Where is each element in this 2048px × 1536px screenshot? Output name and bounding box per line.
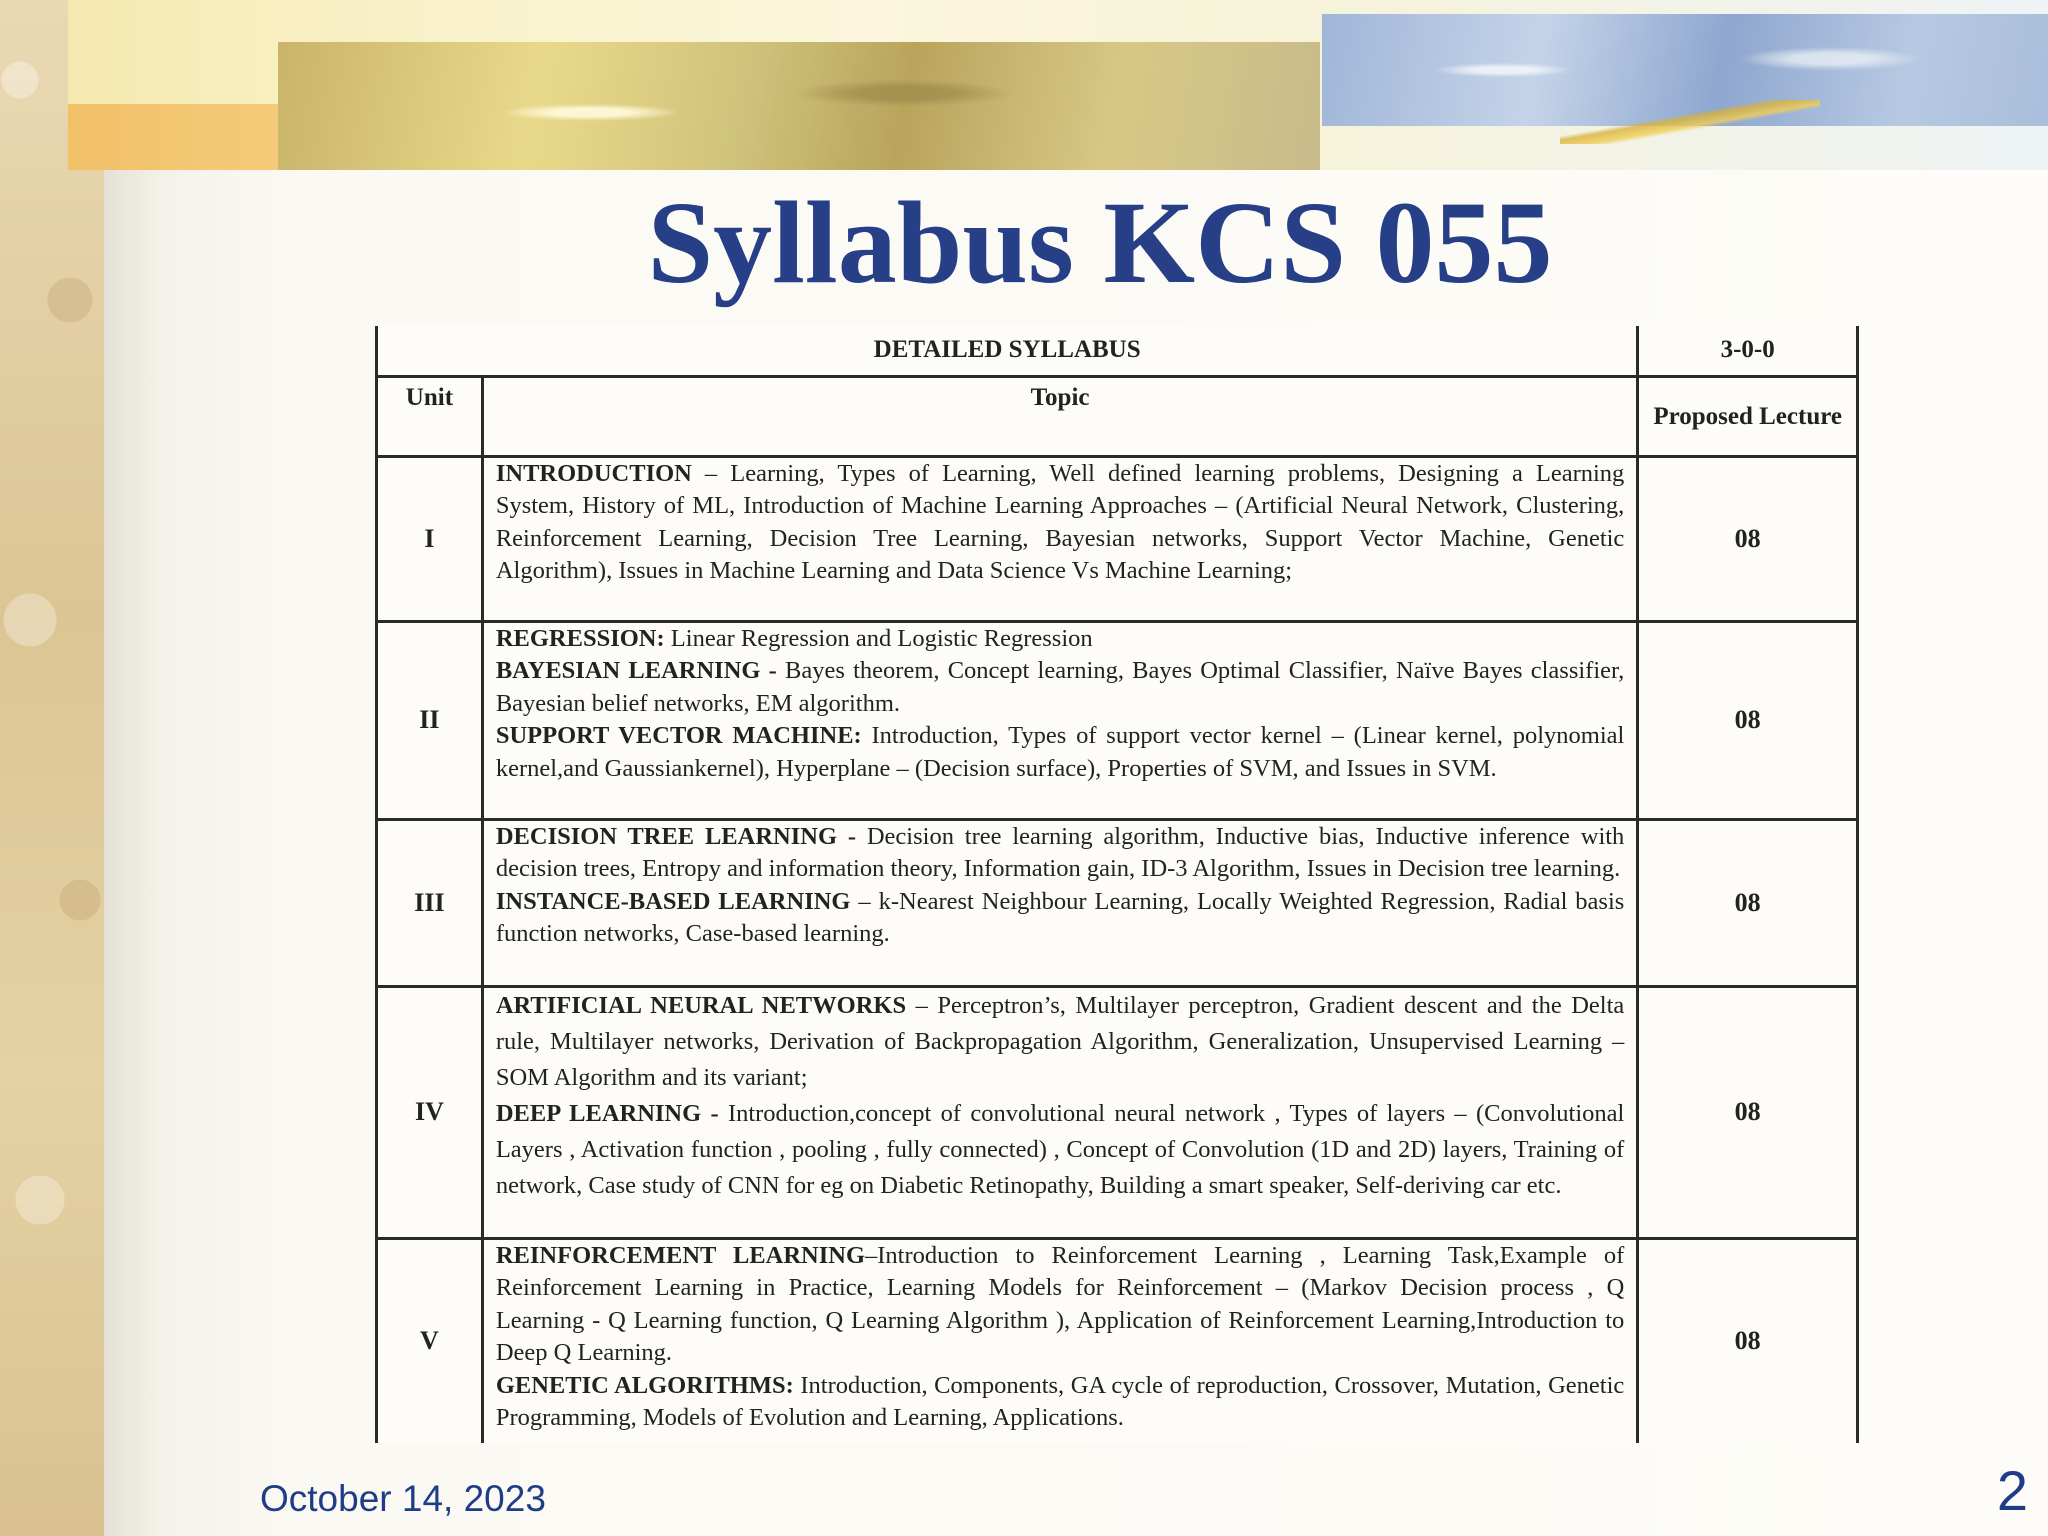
topic-text: Decision tree learning algorithm, Inductive bias, Inductive inference with decision trees, Entropy and information theory, Information gain, ID-3 Algorithm, Issues in Decision tree learning. xyxy=(495,822,1625,882)
banner-floral-image xyxy=(278,42,1320,170)
table-row xyxy=(377,986,1858,1238)
slide-title: Syllabus KCS 055 xyxy=(647,177,1553,308)
credits-cell: 3-0-0 xyxy=(1638,326,1858,376)
lecture-cell: 08 xyxy=(1638,986,1858,1238)
topic-paragraph xyxy=(496,821,1624,886)
topic-text: – Perceptron’s, Multilayer perceptron, Gradient descent and the Delta rule, Multilayer networks, Derivation of Backpropagation Algorithm, Generalization, Unsupervised Learning – SOM Algorithm and its variant; xyxy=(495,991,1625,1091)
topic-heading: BAYESIAN LEARNING - xyxy=(495,657,777,684)
topic-text: –Introduction to Reinforcement Learning , Learning Task,Example of Reinforcement Learning in Practice, Learning Models for Reinforcement – (Markov Decision process , Q Learning - Q Learning function, Q Learning Algorithm ), Application of Reinforcement Learning,Introduction to Deep Q Learning. xyxy=(495,1241,1625,1366)
lecture-cell: 08 xyxy=(1638,621,1858,819)
topic-heading: SUPPORT VECTOR MACHINE: xyxy=(495,722,862,749)
table-row xyxy=(377,621,1858,819)
lecture-cell: 08 xyxy=(1638,1238,1858,1443)
topic-heading: INSTANCE-BASED LEARNING xyxy=(495,887,851,915)
topic-heading: DEEP LEARNING - xyxy=(495,1099,719,1127)
topic-paragraph xyxy=(496,655,1624,720)
topic-cell xyxy=(482,456,1637,621)
topic-paragraph xyxy=(496,458,1624,588)
topic-text: Introduction, Components, GA cycle of reproduction, Crossover, Mutation, Genetic Programming, Models of Evolution and Learning, Applications. xyxy=(495,1371,1625,1431)
topic-text: Introduction,concept of convolutional neural network , Types of layers – (Convolutional Layers , Activation function , pooling , fully connected) , Concept of Convolution (1D and 2D) layers, Training of network, Case study of CNN for eg on Diabetic Retinopathy, Building a smart speaker, Self-deriving car etc. xyxy=(495,1099,1625,1199)
table-caption: DETAILED SYLLABUS xyxy=(377,326,1638,376)
unit-cell: V xyxy=(377,1238,483,1443)
unit-cell: IV xyxy=(377,986,483,1238)
unit-header: Unit xyxy=(377,376,483,456)
page-number: 2 xyxy=(1996,1459,2028,1522)
topic-paragraph xyxy=(496,886,1624,951)
table-row xyxy=(377,819,1858,986)
topic-paragraph xyxy=(496,988,1624,1096)
topic-paragraph xyxy=(496,720,1624,785)
topic-text: Linear Regression and Logistic Regression xyxy=(664,624,1093,652)
topic-heading: GENETIC ALGORITHMS: xyxy=(495,1371,794,1399)
topic-cell xyxy=(482,1238,1637,1443)
lecture-cell: 08 xyxy=(1638,819,1858,986)
table-row xyxy=(377,1238,1858,1443)
topic-paragraph xyxy=(496,1240,1624,1370)
topic-cell xyxy=(482,819,1637,986)
syllabus-table xyxy=(375,326,1859,1443)
topic-heading: REINFORCEMENT LEARNING xyxy=(495,1241,865,1269)
left-decorative-strip xyxy=(0,0,104,1536)
topic-paragraph xyxy=(496,1096,1624,1204)
unit-cell: I xyxy=(377,456,483,621)
topic-heading: REGRESSION: xyxy=(495,624,665,652)
table-row xyxy=(377,456,1858,621)
slide-date: October 14, 2023 xyxy=(260,1478,546,1519)
unit-cell: III xyxy=(377,819,483,986)
unit-cell: II xyxy=(377,621,483,819)
lecture-header: Proposed Lecture xyxy=(1638,376,1858,456)
topic-paragraph xyxy=(496,623,1624,656)
topic-heading: DECISION TREE LEARNING - xyxy=(495,822,857,850)
topic-cell xyxy=(482,986,1637,1238)
topic-heading: INTRODUCTION xyxy=(495,459,692,487)
topic-text: – k-Nearest Neighbour Learning, Locally Weighted Regression, Radial basis function networks, Case-based learning. xyxy=(495,887,1625,947)
topic-heading: ARTIFICIAL NEURAL NETWORKS xyxy=(495,991,907,1019)
lecture-cell: 08 xyxy=(1638,456,1858,621)
topic-text: Bayes theorem, Concept learning, Bayes Optimal Classifier, Naïve Bayes classifier, Bayesian belief networks, EM algorithm. xyxy=(495,657,1625,717)
topic-text: Introduction, Types of support vector kernel – (Linear kernel, polynomial kernel,and Gaussiankernel), Hyperplane – (Decision surface), Properties of SVM, and Issues in SVM. xyxy=(495,722,1625,782)
topic-cell xyxy=(482,621,1637,819)
topic-text: – Learning, Types of Learning, Well defined learning problems, Designing a Learning System, History of ML, Introduction of Machine Learning Approaches – (Artificial Neural Network, Clustering, Reinforcement Learning, Decision Tree Learning, Bayesian networks, Support Vector Machine, Genetic Algorithm), Issues in Machine Learning and Data Science Vs Machine Learning; xyxy=(495,459,1625,584)
banner-wheat-decoration xyxy=(1560,100,1820,144)
topic-header: Topic xyxy=(482,376,1637,456)
topic-paragraph xyxy=(496,1370,1624,1435)
